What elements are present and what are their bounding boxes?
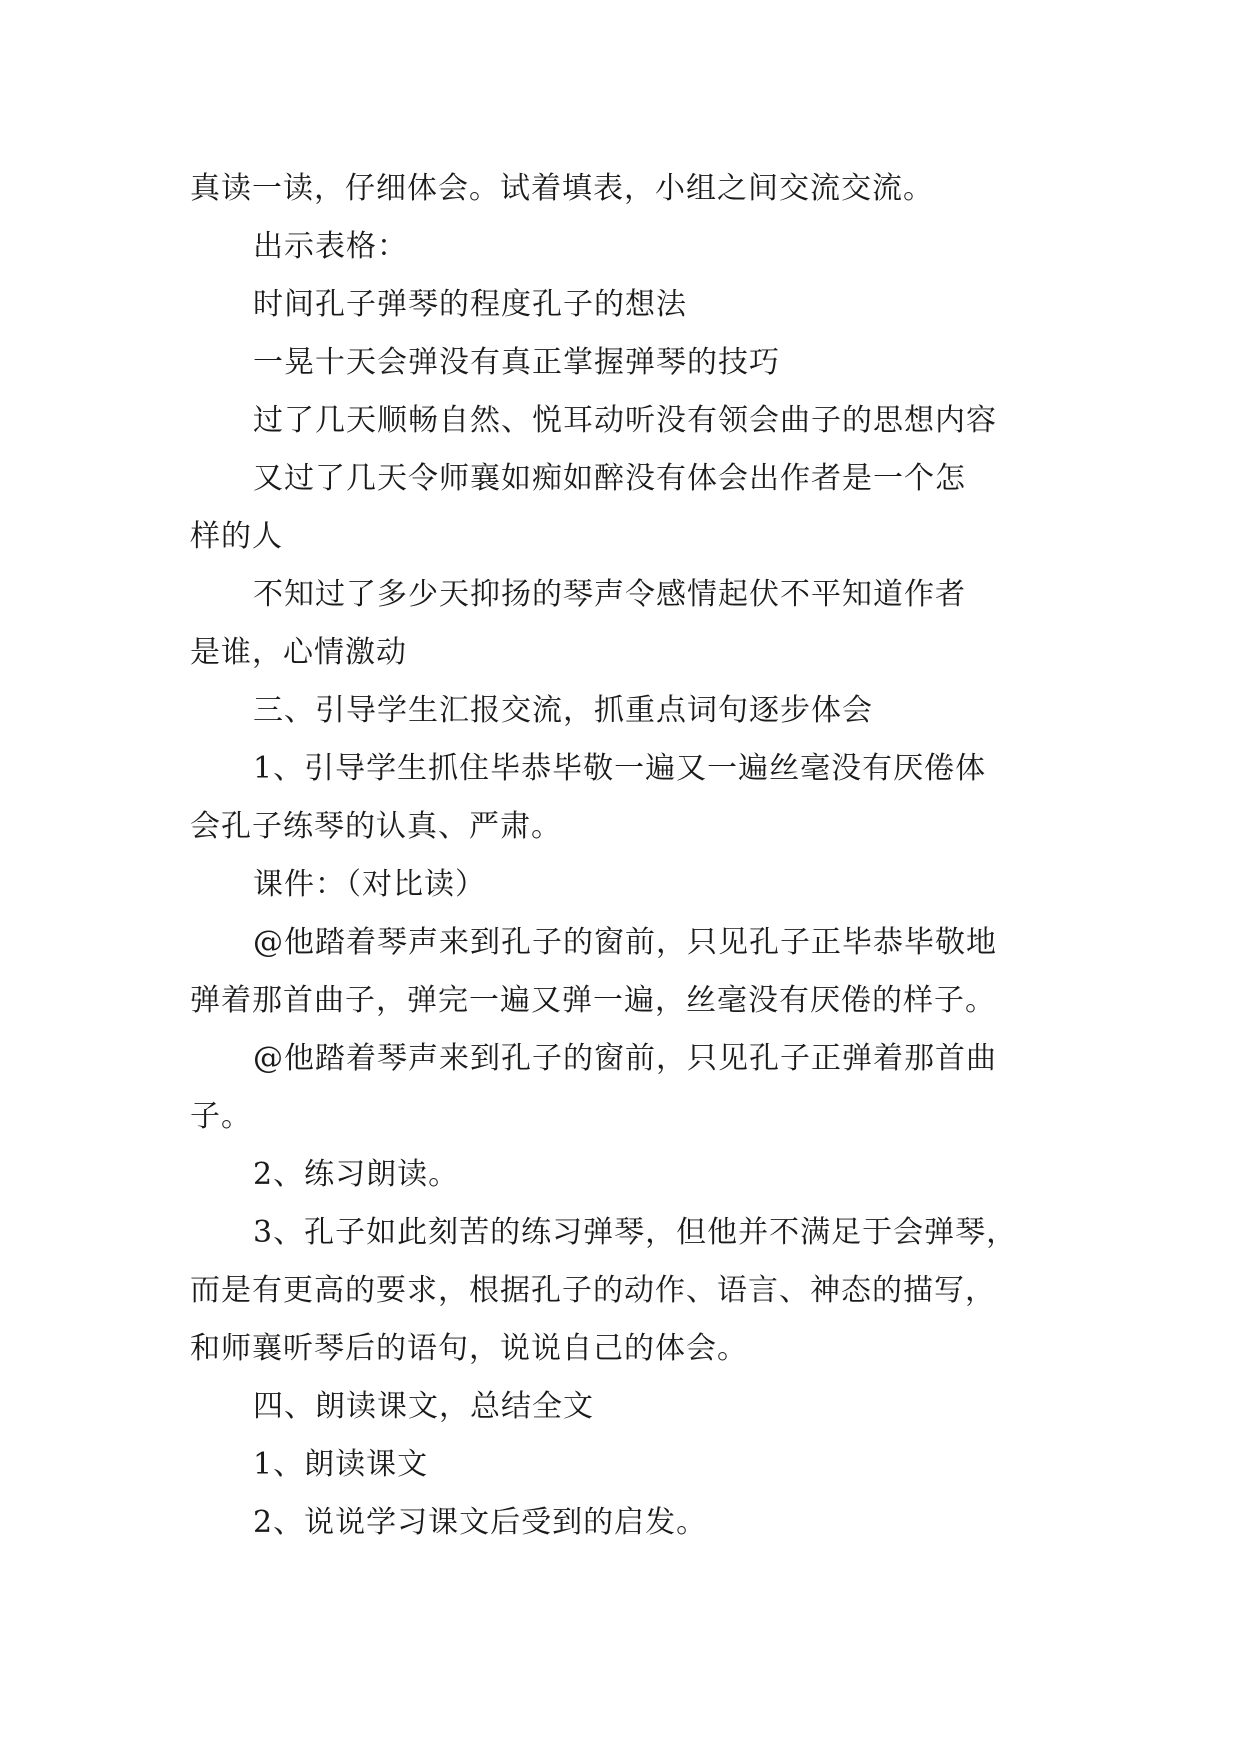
text-line: 弹着那首曲子，弹完一遍又弹一遍，丝毫没有厌倦的样子。 (190, 983, 996, 1018)
text-line: 课件：（对比读） (253, 867, 486, 902)
text-line: 2、说说学习课文后受到的启发。 (253, 1505, 708, 1540)
text-line: @他踏着琴声来到孔子的窗前，只见孔子正毕恭毕敬地 (253, 925, 997, 960)
text-line: 又过了几天令师襄如痴如醉没有体会出作者是一个怎 (253, 461, 966, 496)
text-line: 1、朗读课文 (253, 1447, 429, 1482)
text-line: 3、孔子如此刻苦的练习弹琴，但他并不满足于会弹琴， (253, 1215, 1018, 1250)
document-body (190, 160, 1070, 1552)
text-line: @他踏着琴声来到孔子的窗前，只见孔子正弹着那首曲 (253, 1041, 997, 1076)
text-line: 子。 (190, 1099, 252, 1134)
text-line: 真读一读，仔细体会。试着填表，小组之间交流交流。 (190, 171, 934, 206)
text-line: 不知过了多少天抑扬的琴声令感情起伏不平知道作者 (253, 577, 966, 612)
text-line: 会孔子练琴的认真、严肃。 (190, 809, 562, 844)
text-line: 是谁，心情激动 (190, 635, 407, 670)
section-heading: 四、朗读课文，总结全文 (253, 1389, 594, 1424)
text-line: 样的人 (190, 519, 283, 554)
text-line: 1、引导学生抓住毕恭毕敬一遍又一遍丝毫没有厌倦体 (253, 751, 987, 786)
text-line: 时间孔子弹琴的程度孔子的想法 (253, 287, 687, 322)
text-line: 一晃十天会弹没有真正掌握弹琴的技巧 (253, 345, 780, 380)
text-line: 过了几天顺畅自然、悦耳动听没有领会曲子的思想内容 (253, 403, 997, 438)
text-line: 而是有更高的要求，根据孔子的动作、语言、神态的描写， (190, 1273, 996, 1308)
text-line: 和师襄听琴后的语句，说说自己的体会。 (190, 1331, 748, 1366)
text-line: 2、练习朗读。 (253, 1157, 460, 1192)
section-heading: 三、引导学生汇报交流，抓重点词句逐步体会 (253, 693, 873, 728)
text-line: 出示表格： (253, 229, 408, 264)
